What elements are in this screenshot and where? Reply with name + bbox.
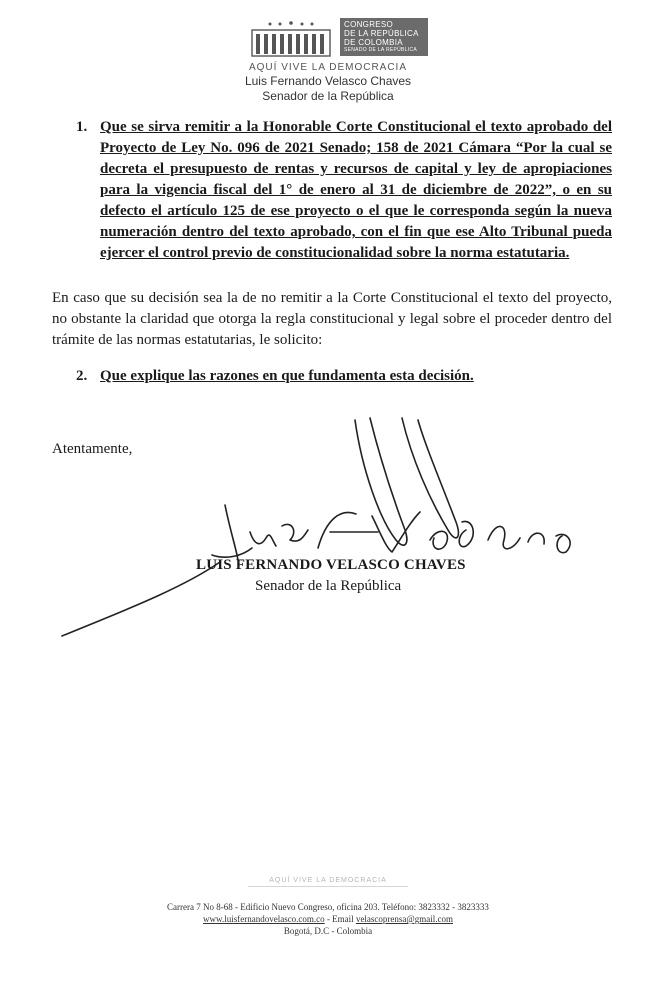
body-paragraph: En caso que su decisión sea la de no remitir a la Corte Constitucional el texto del proyecto, no obstante la claridad que otorga la regla constitucional y legal sobre el proceder dentro del trámite de las normas estatutarias, le solicito:	[52, 290, 612, 348]
item-text: Que se sirva remitir a la Honorable Corte Constitucional el texto aprobado del Proyecto de Ley No. 096 de 2021 Senado; 158 de 2021 Cámara “Por la cual se decreta el presupuesto de rentas y recursos de capital y ley de apropiaciones para la vigencia fiscal del 1° de enero al 31 de diciembre de 2022”, o en su defecto el artículo 125 de ese proyecto o el que le corresponda según la nueva numeración dentro del texto aprobado, con el fin que ese Alto Tribunal pueda ejercer el control previo de constitucionalidad sobre la norma estatutaria.	[100, 119, 612, 261]
logo-line: DE COLOMBIA	[344, 38, 403, 47]
item-number: 1.	[76, 119, 88, 135]
email-label: - Email	[324, 914, 356, 924]
congress-logo	[250, 14, 430, 58]
footer-address: Carrera 7 No 8-68 - Edificio Nuevo Congreso, oficina 203. Teléfono: 3823332 - 3823333	[167, 902, 489, 912]
website-link[interactable]: www.luisfernandovelasco.com.co	[203, 914, 325, 924]
signer-title: Senador de la República	[255, 578, 402, 594]
logo-text-box	[340, 18, 428, 56]
signer-name: LUIS FERNANDO VELASCO CHAVES	[196, 557, 466, 573]
logo-line: SENADO DE LA REPÚBLICA	[344, 47, 418, 53]
capitol-building-icon	[250, 20, 332, 58]
request-item-2	[76, 366, 612, 387]
header-sender-name: Luis Fernando Velasco Chaves	[244, 74, 412, 88]
email-link[interactable]: velascoprensa@gmail.com	[355, 914, 453, 924]
footer-motto-text: AQUÍ VIVE LA DEMOCRACIA	[269, 877, 387, 884]
header-sender-title: Senador de la República	[262, 89, 394, 103]
footer-city: Bogotá, D.C - Colombia	[283, 926, 373, 936]
logo-line: DE LA REPÚBLICA	[344, 29, 419, 38]
footer-divider	[248, 886, 408, 887]
item-number: 2.	[76, 368, 88, 384]
header-motto: AQUÍ VIVE LA DEMOCRACIA	[248, 62, 408, 73]
closing-salutation: Atentamente,	[52, 441, 133, 457]
footer-motto	[0, 877, 656, 887]
request-item-1	[76, 117, 612, 264]
logo-line: CONGRESO	[344, 20, 394, 29]
footer-contact	[0, 914, 656, 924]
item-text: Que explique las razones en que fundamenta esta decisión.	[100, 368, 474, 384]
